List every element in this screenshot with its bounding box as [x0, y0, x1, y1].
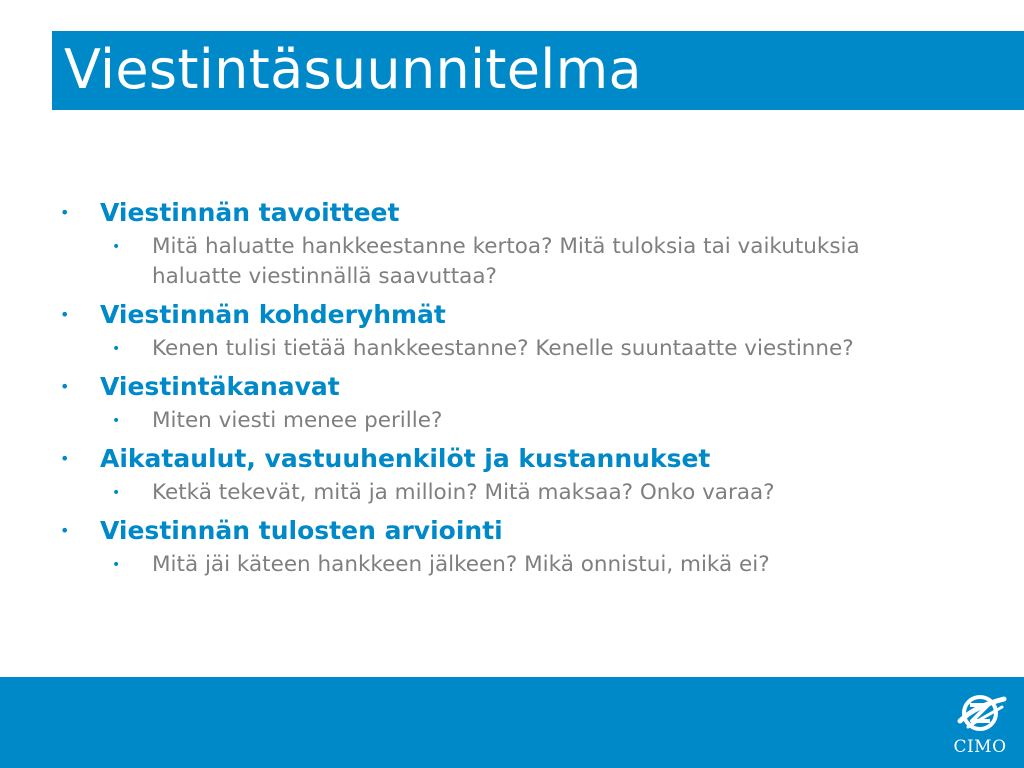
bullet-icon: •: [60, 305, 70, 324]
slide-title: Viestintäsuunnitelma: [64, 38, 642, 101]
list-item-heading: Viestintäkanavat: [100, 372, 340, 401]
list-subitem-text: Ketkä tekevät, mitä ja milloin? Mitä maksaa? Onko varaa?: [152, 480, 775, 505]
list-subitem: [60, 550, 980, 580]
bullet-icon: •: [60, 449, 70, 468]
list-subitem-text: Miten viesti menee perille?: [152, 408, 443, 433]
list-item: [60, 514, 980, 548]
bullet-icon: •: [112, 557, 121, 573]
list-subitem-text: Kenen tulisi tietää hankkeestanne? Kenelle suuntaatte viestinne?: [152, 336, 854, 361]
list-item: [60, 196, 980, 230]
bullet-icon: •: [60, 203, 70, 222]
list-item: [60, 370, 980, 404]
bullet-icon: •: [112, 341, 121, 357]
list-subitem: [60, 232, 980, 292]
list-item: [60, 442, 980, 476]
logo-text: CIMO: [953, 737, 1007, 757]
bullet-icon: •: [60, 521, 70, 540]
bullet-icon: •: [112, 413, 121, 429]
bullet-icon: •: [60, 377, 70, 396]
list-subitem-text: Mitä haluatte hankkeestanne kertoa? Mitä tuloksia tai vaikutuksia haluatte viestinnällä saavuttaa?: [152, 234, 860, 289]
cimo-logo-icon: [948, 691, 1012, 737]
list-subitem: [60, 406, 980, 436]
list-subitem: [60, 334, 980, 364]
footer-bar: [0, 677, 1024, 768]
list-subitem-text: Mitä jäi käteen hankkeen jälkeen? Mikä onnistui, mikä ei?: [152, 552, 770, 577]
list-item: [60, 298, 980, 332]
title-bar: [52, 31, 1024, 110]
bullet-icon: •: [112, 239, 121, 255]
list-subitem: [60, 478, 980, 508]
list-item-heading: Viestinnän tulosten arviointi: [100, 516, 503, 545]
list-item-heading: Viestinnän tavoitteet: [100, 198, 400, 227]
cimo-logo: [948, 691, 1012, 761]
list-item-heading: Aikataulut, vastuuhenkilöt ja kustannukset: [100, 444, 711, 473]
bullet-icon: •: [112, 485, 121, 501]
bullet-list: [60, 196, 980, 586]
list-item-heading: Viestinnän kohderyhmät: [100, 300, 446, 329]
